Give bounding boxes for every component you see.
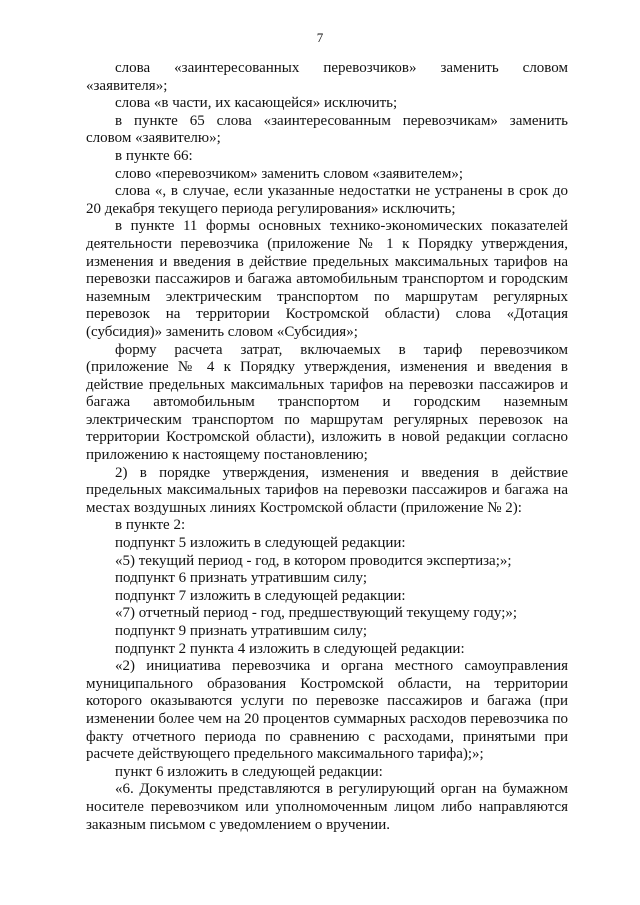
paragraph-13: подпункт 6 признать утратившим силу; — [115, 570, 367, 587]
paragraph-7: в пункте 11 формы основных технико-экономических показателей деятельности перевозчика (приложение № 1 к Порядку утверждения, изменения и введения в действие предельных максимальных тарифов на перевозки пассажиров и багажа автомобильным транспортом и городским наземным электрическим транспортом по маршрутам регулярных перевозок на территории Костромской области) слова «Дотация (субсидия)» заменить словом «Субсидия»; — [86, 218, 568, 340]
paragraph-5: слово «перевозчиком» заменить словом «заявителем»; — [115, 165, 463, 182]
paragraph-4: в пункте 66: — [115, 147, 193, 164]
paragraph-16: подпункт 9 признать утратившим силу; — [115, 623, 367, 639]
page-number: 7 — [316, 30, 324, 45]
paragraph-19: пункт 6 изложить в следующей редакции: — [115, 763, 383, 780]
paragraph-9: 2) в порядке утверждения, изменения и введения в действие предельных максимальных тарифов на перевозки пассажиров и багажа на местах воздушных линиях Костромской области (приложение № 2): — [86, 464, 568, 516]
paragraph-12: «5) текущий период - год, в котором проводится экспертиза;»; — [115, 552, 512, 569]
paragraph-3: в пункте 65 слова «заинтересованным перевозчикам» заменить словом «заявителю»; — [86, 112, 568, 147]
paragraph-18: «2) инициатива перевозчика и органа местного самоуправления муниципального образования Костромской области, на территории которого оказываются услуги по перевозке пассажиров и багажа (при изменении более чем на 20 процентов суммарных расходов перевозчика по факту отчетного периода по сравнению с расходами, принятыми при расчете действующего предельного максимального тарифа);»; — [86, 658, 568, 763]
paragraph-17: подпункт 2 пункта 4 изложить в следующей редакции: — [115, 640, 465, 657]
paragraph-1: слова «заинтересованных перевозчиков» заменить словом «заявителя»; — [86, 60, 568, 94]
paragraph-20: «6. Документы представляются в регулирующий орган на бумажном носителе перевозчиком или уполномоченным лицом либо направляются заказным письмом с уведомлением о вручении. — [86, 781, 568, 833]
paragraph-8: форму расчета затрат, включаемых в тариф перевозчиком (приложение № 4 к Порядку утверждения, изменения и введения в действие предельных максимальных тарифов на перевозки пассажиров и багажа автомобильным транспортом и городским наземным электрическим транспортом по маршрутам регулярных перевозок на территории Костромской области), изложить в новой редакции согласно приложению к настоящему постановлению; — [86, 341, 568, 464]
paragraph-10: в пункте 2: — [115, 517, 186, 534]
paragraph-2: слова «в части, их касающейся» исключить; — [115, 95, 398, 112]
paragraph-15: «7) отчетный период - год, предшествующий текущему году;»; — [115, 605, 518, 622]
document-body — [86, 60, 568, 834]
paragraph-11: подпункт 5 изложить в следующей редакции: — [115, 535, 406, 552]
paragraph-6: слова «, в случае, если указанные недостатки не устранены в срок до 20 декабря текущего периода регулирования» исключить; — [86, 183, 568, 217]
paragraph-14: подпункт 7 изложить в следующей редакции: — [115, 587, 406, 604]
